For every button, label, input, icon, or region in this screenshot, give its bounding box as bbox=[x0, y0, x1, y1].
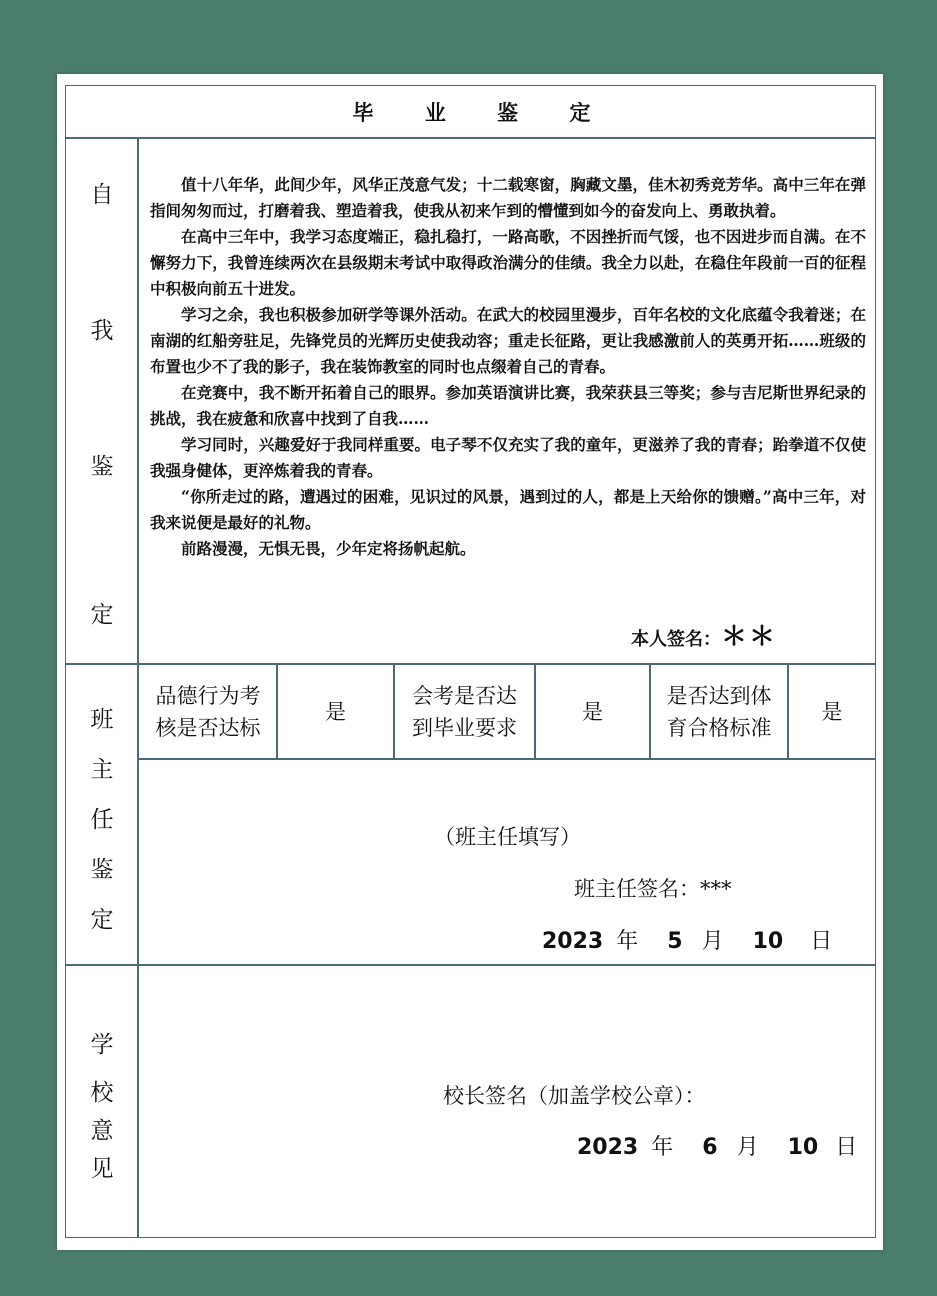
school-label-char: 学 bbox=[90, 1032, 114, 1058]
self-signature-value: ＊＊ bbox=[721, 622, 778, 652]
self-signature-label: 本人签名： bbox=[631, 629, 721, 650]
self-label-char: 定 bbox=[90, 602, 114, 628]
criteria-answer: 是 bbox=[582, 699, 603, 724]
divider bbox=[66, 964, 875, 966]
teacher-fill-note: （班主任填写） bbox=[434, 825, 581, 849]
essay-paragraph: 前路漫漫，无惧无畏，少年定将扬帆起航。 bbox=[181, 539, 476, 558]
school-label-char: 校 bbox=[90, 1080, 114, 1106]
teacher-label-char: 鉴 bbox=[90, 857, 114, 883]
criteria-question: 会考是否达到毕业要求 bbox=[412, 683, 517, 740]
teacher-date: 2023 年 5 月 10 日 bbox=[542, 929, 833, 954]
divider bbox=[137, 137, 139, 1237]
essay-paragraph: 在竞赛中，我不断开拓着自己的眼界。参加英语演讲比赛，我荣获县三等奖；参与吉尼斯世界纪录的挑战，我在疲惫和欣喜中找到了自我…… bbox=[150, 383, 866, 428]
self-appraisal-text bbox=[150, 172, 866, 562]
criteria-answer: 是 bbox=[325, 699, 346, 724]
criteria-question: 品德行为考核是否达标 bbox=[155, 683, 261, 740]
graduation-appraisal-form bbox=[65, 85, 876, 1238]
self-label-char: 自 bbox=[90, 182, 114, 208]
divider bbox=[138, 758, 875, 760]
criteria-question: 是否达到体育合格标准 bbox=[666, 683, 772, 740]
teacher-label-char: 班 bbox=[90, 707, 114, 733]
school-label-char: 见 bbox=[90, 1156, 114, 1182]
school-label-char: 意 bbox=[90, 1118, 114, 1144]
essay-paragraph: 值十八年华，此间少年，风华正茂意气发；十二载寒窗，胸藏文墨，佳木初秀竞芳华。高中三年在弹指间匆匆而过，打磨着我、塑造着我，使我从初来乍到的懵懂到如今的奋发向上、勇敢执着。 bbox=[150, 175, 866, 220]
teacher-label-char: 任 bbox=[90, 807, 114, 833]
teacher-label-char: 定 bbox=[90, 907, 114, 933]
principal-signature: 校长签名（加盖学校公章）： bbox=[443, 1084, 706, 1108]
essay-paragraph: 在高中三年中，我学习态度端正，稳扎稳打，一路高歌，不因挫折而气馁，也不因进步而自满。在不懈努力下，我曾连续两次在县级期末考试中取得政治满分的佳绩。我全力以赴，在稳住年段前一百的征程中积极向前五十进发。 bbox=[150, 227, 866, 298]
criteria-answer: 是 bbox=[821, 699, 843, 724]
essay-paragraph: 学习之余，我也积极参加研学等课外活动。在武大的校园里漫步，百年名校的文化底蕴令我着迷；在南湖的红船旁驻足，先锋党员的光辉历史使我动容；重走长征路，更让我感激前人的英勇开拓……班级的布置也少不了我的影子，我在装饰教室的同时也点缀着自己的青春。 bbox=[150, 305, 866, 376]
self-label-char: 我 bbox=[90, 318, 114, 344]
form-title: 毕 业 鉴 定 bbox=[352, 99, 613, 125]
self-label-char: 鉴 bbox=[90, 454, 114, 480]
school-date: 2023 年 6 月 10 日 bbox=[577, 1135, 858, 1160]
teacher-signature: 班主任签名：*** bbox=[574, 877, 732, 901]
self-signature bbox=[631, 616, 777, 653]
teacher-label-char: 主 bbox=[90, 757, 114, 783]
essay-paragraph: “你所走过的路，遭遇过的困难，见识过的风景，遇到过的人，都是上天给你的馈赠。”高中三年，对我来说便是最好的礼物。 bbox=[150, 487, 866, 532]
essay-paragraph: 学习同时，兴趣爱好于我同样重要。电子琴不仅充实了我的童年，更滋养了我的青春；跆拳道不仅使我强身健体，更淬炼着我的青春。 bbox=[150, 435, 866, 480]
divider bbox=[66, 137, 875, 139]
